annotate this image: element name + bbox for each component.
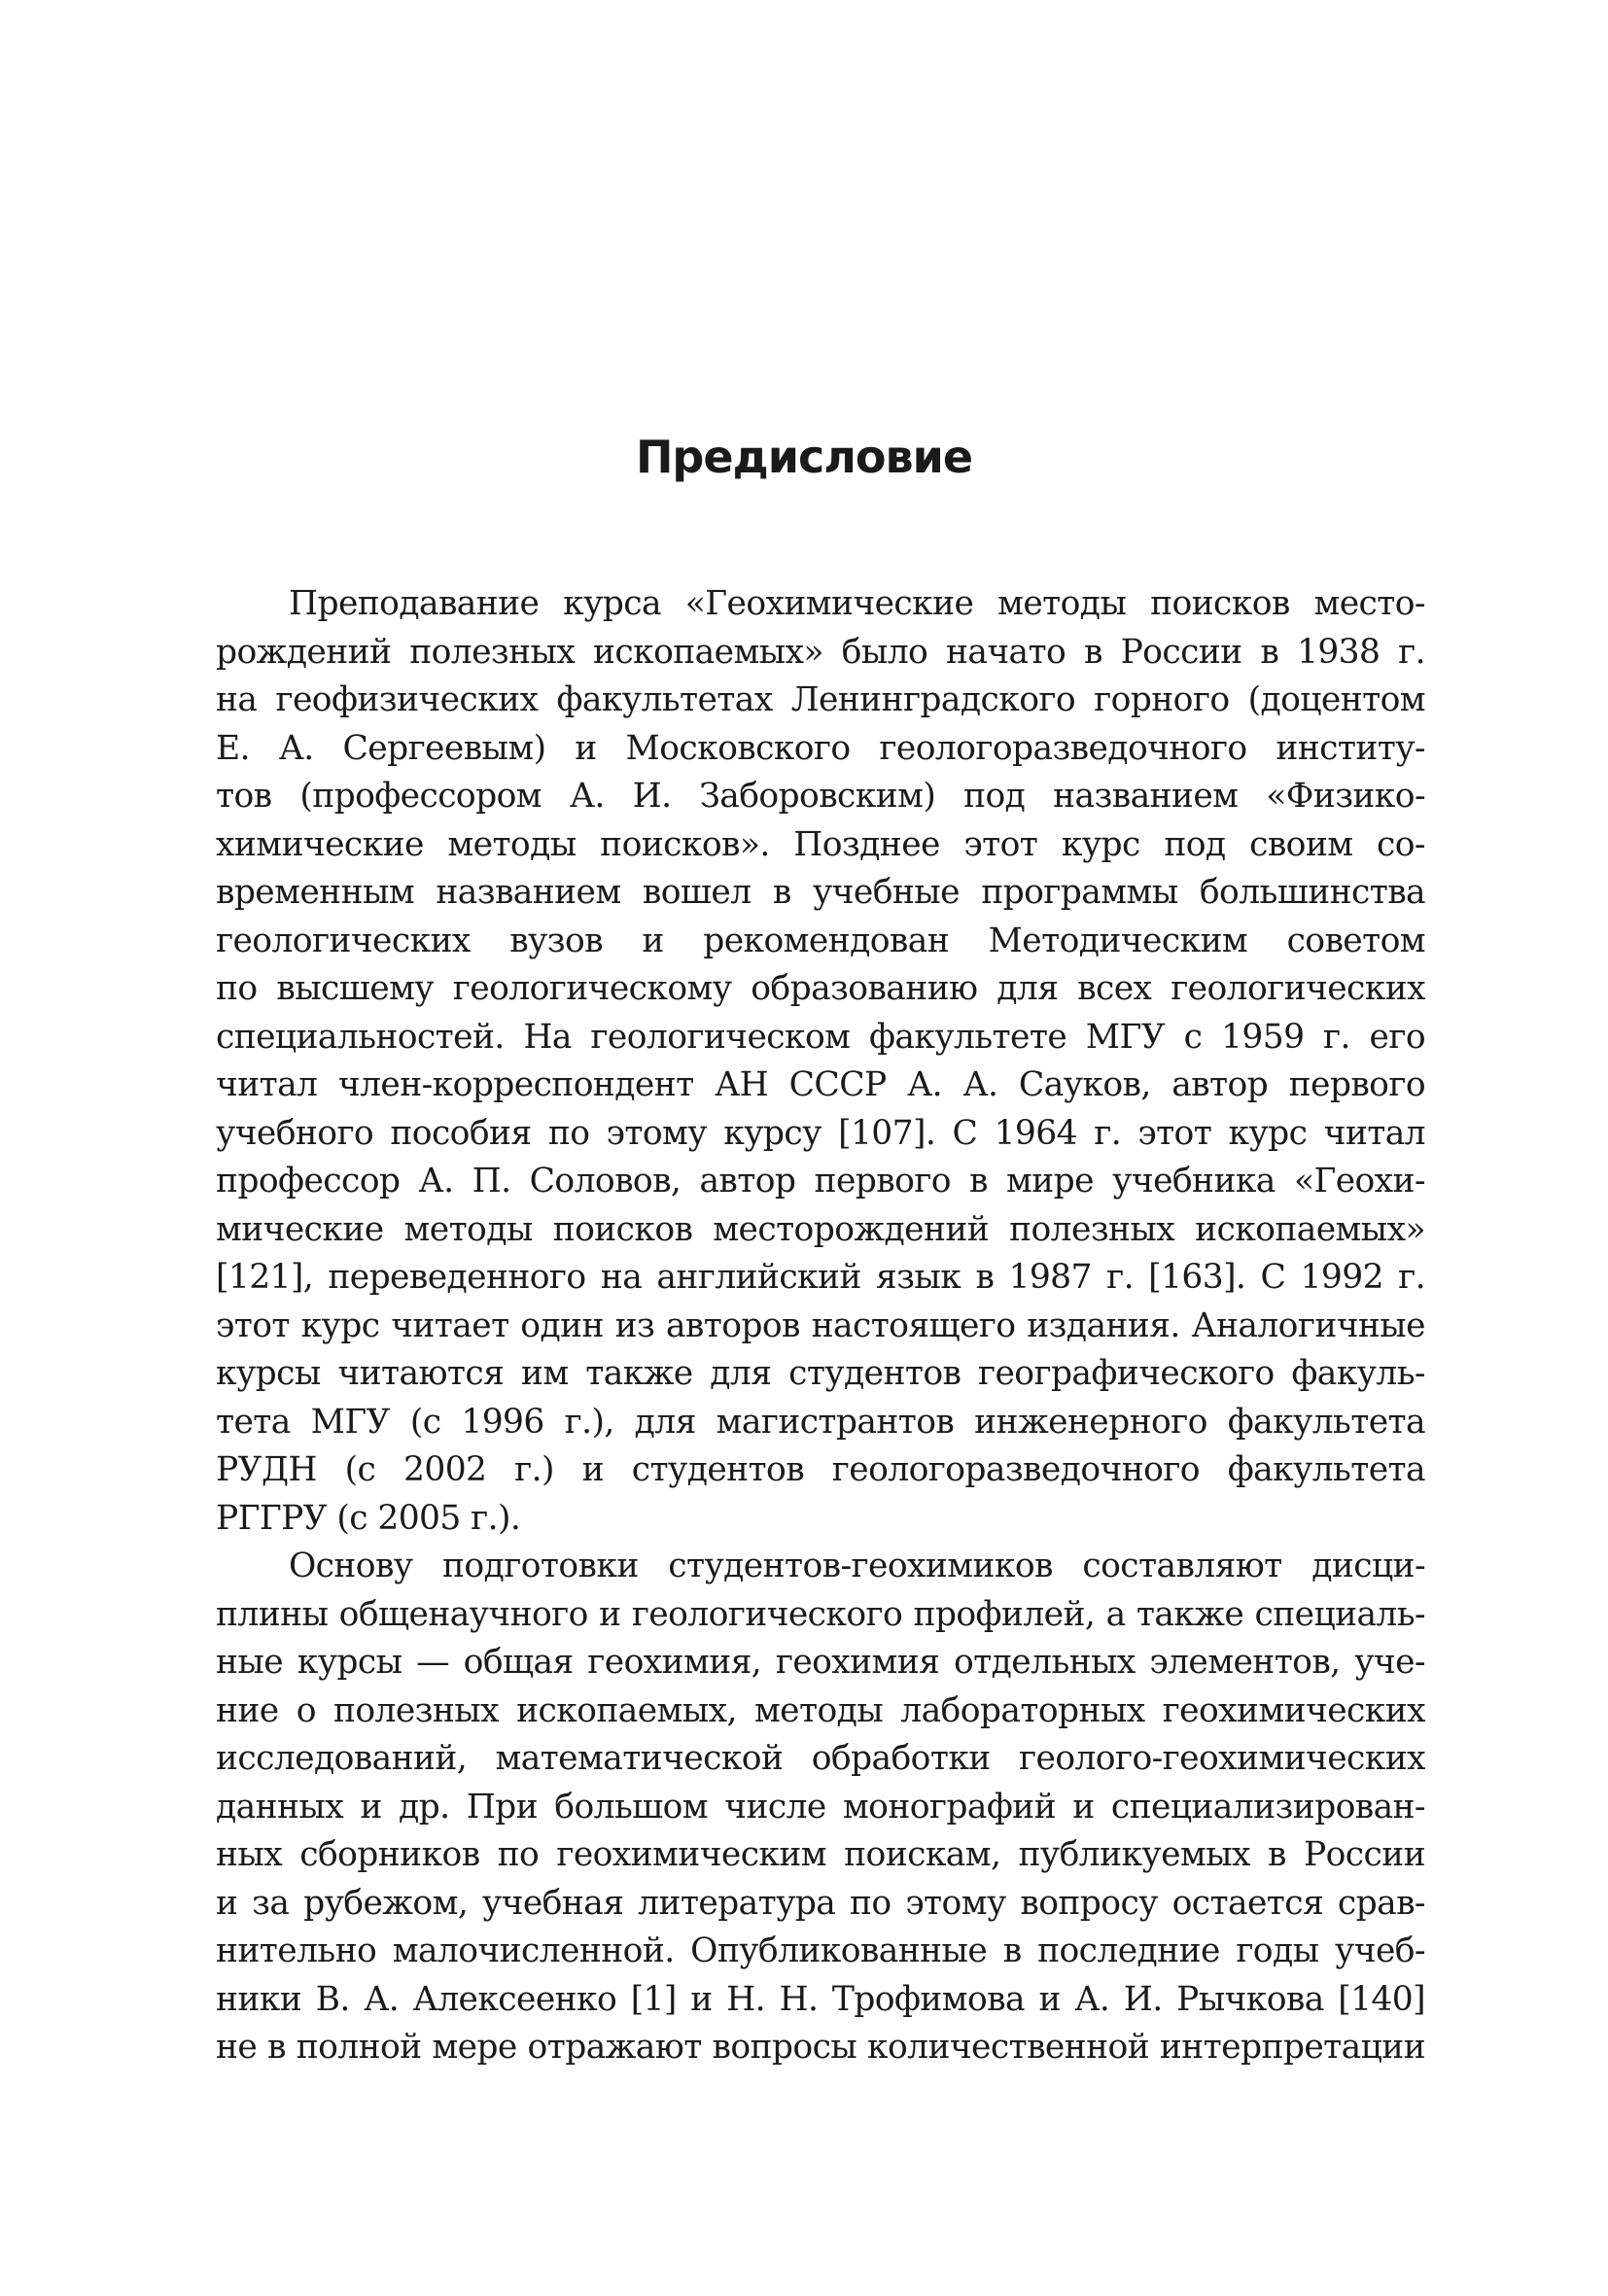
text-line: плины общенаучного и геологического профилей, а также специаль-	[216, 1594, 1425, 1634]
text-line: читал член-корреспондент АН СССР А. А. Сауков, автор первого	[216, 1065, 1425, 1104]
text-line: временным названием вошел в учебные программы большинства	[216, 873, 1425, 912]
text-line: нительно малочисленной. Опубликованные в последние годы учеб-	[216, 1931, 1425, 1970]
text-line: тов (профессором А. И. Заборовским) под названием «Физико-	[216, 777, 1425, 816]
text-line: профессор А. П. Соловов, автор первого в мире учебника «Геохи-	[216, 1162, 1425, 1200]
text-line: ние о полезных ископаемых, методы лабораторных геохимических	[216, 1690, 1425, 1730]
text-line: учебного пособия по этому курсу [107]. С 1964 г. этот курс читал	[216, 1113, 1425, 1153]
text-line: на геофизических факультетах Ленинградского горного (доцентом	[216, 680, 1425, 719]
text-line: специальностей. На геологическом факультете МГУ с 1959 г. его	[216, 1017, 1425, 1057]
text-line: Е. А. Сергеевым) и Московского геологоразведочного институ-	[216, 728, 1425, 768]
text-line: курсы читаются им также для студентов географического факуль-	[216, 1354, 1425, 1393]
text-line: химические методы поисков». Позднее этот курс под своим со-	[216, 824, 1425, 864]
text-line: этот курс читает один из авторов настоящего издания. Аналогичные	[216, 1305, 1425, 1345]
text-line: и за рубежом, учебная литература по этому вопросу остается срав-	[216, 1883, 1425, 1923]
text-line: ники В. А. Алексеенко [1] и Н. Н. Трофимова и А. И. Рычкова [140]	[216, 1979, 1425, 2019]
paragraph-1	[216, 580, 1425, 1543]
text-line: Преподавание курса «Геохимические методы поисков место-	[289, 584, 1425, 623]
text-line: РГГРУ (с 2005 г.).	[216, 1498, 521, 1538]
page-title: Предисловие	[635, 431, 973, 483]
text-line: данных и др. При большом числе монографий и специализирован-	[216, 1787, 1425, 1826]
text-line: мические методы поисков месторождений полезных ископаемых»	[216, 1209, 1425, 1249]
body-text	[216, 580, 1425, 2072]
paragraph-2	[216, 1543, 1425, 2072]
text-line: [121], переведенного на английский язык в 1987 г. [163]. С 1992 г.	[216, 1258, 1425, 1297]
text-line: ные курсы — общая геохимия, геохимия отдельных элементов, уче-	[216, 1643, 1425, 1682]
text-line: ных сборников по геохимическим поискам, публикуемых в России	[216, 1835, 1425, 1874]
text-line: Основу подготовки студентов-геохимиков составляют дисци-	[289, 1547, 1425, 1585]
text-line: исследований, математической обработки геолого-геохимических	[216, 1739, 1425, 1778]
text-line: не в полной мере отражают вопросы количественной интерпретации	[216, 2028, 1425, 2067]
text-line: РУДН (с 2002 г.) и студентов геологоразведочного факультета	[216, 1450, 1425, 1489]
text-line: геологических вузов и рекомендован Методическим советом	[216, 921, 1425, 960]
text-line: тета МГУ (с 1996 г.), для магистрантов инженерного факультета	[216, 1402, 1425, 1442]
text-line: рождений полезных ископаемых» было начато в России в 1938 г.	[216, 632, 1425, 672]
text-line: по высшему геологическому образованию для всех геологических	[216, 969, 1425, 1008]
